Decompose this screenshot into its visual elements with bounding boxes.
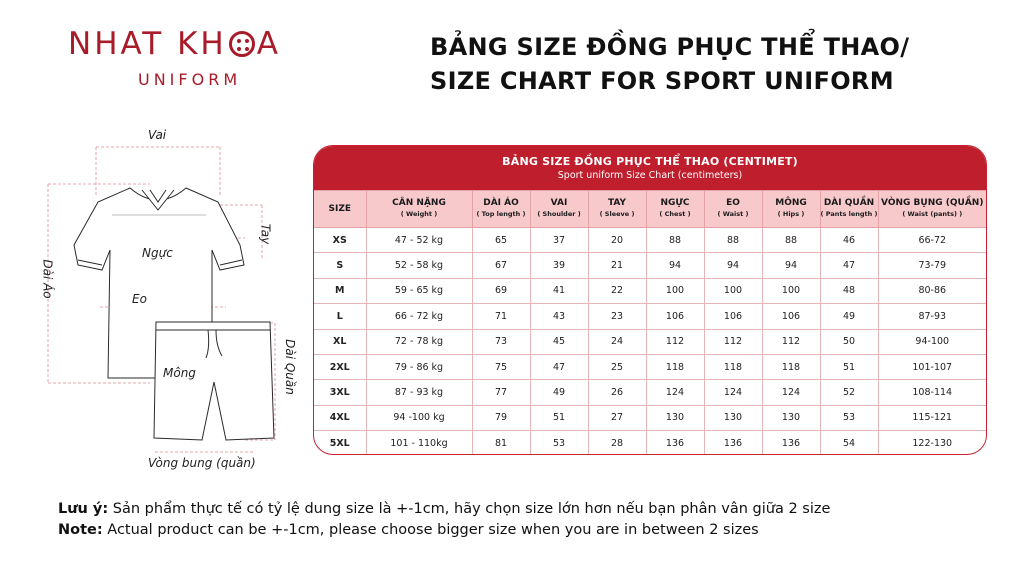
table-cell: 118 <box>704 354 762 379</box>
column-header-vi: TAY <box>607 198 627 208</box>
note-vi-label: Lưu ý: <box>58 501 109 517</box>
table-row <box>314 253 986 278</box>
table-cell: 24 <box>588 329 646 354</box>
table-cell: 66-72 <box>878 228 986 253</box>
label-sleeve: Tay <box>258 223 273 245</box>
table-row <box>314 354 986 379</box>
table-cell: 28 <box>588 431 646 455</box>
column-header-vi: DÀI ÁO <box>483 198 519 208</box>
table-cell: 122-130 <box>878 431 986 455</box>
column-header <box>314 191 366 228</box>
table-cell: 69 <box>472 278 530 303</box>
table-cell: 136 <box>704 431 762 455</box>
table-cell: 48 <box>820 278 878 303</box>
table-cell: 71 <box>472 304 530 329</box>
table-cell: 49 <box>820 304 878 329</box>
table-cell: 39 <box>530 253 588 278</box>
column-header-en: ( Chest ) <box>659 210 691 218</box>
table-cell: 87 - 93 kg <box>366 380 472 405</box>
table-cell: 88 <box>646 228 704 253</box>
table-cell: 112 <box>762 329 820 354</box>
table-row <box>314 380 986 405</box>
table-cell: 124 <box>762 380 820 405</box>
table-cell: 100 <box>762 278 820 303</box>
table-cell: 59 - 65 kg <box>366 278 472 303</box>
table-cell: 130 <box>762 405 820 430</box>
table-cell: 26 <box>588 380 646 405</box>
brand-name-part1: NHAT KH <box>68 26 227 62</box>
size-chart-title: BẢNG SIZE ĐỒNG PHỤC THỂ THAO (CENTIMET) <box>502 155 798 168</box>
column-header-en: ( Waist ) <box>717 210 749 218</box>
table-cell: 20 <box>588 228 646 253</box>
page-heading <box>430 30 909 98</box>
table-cell: 94-100 <box>878 329 986 354</box>
table-row <box>314 431 986 455</box>
table-row <box>314 278 986 303</box>
uniform-drawing <box>30 120 320 480</box>
table-cell: 87-93 <box>878 304 986 329</box>
table-cell: 101-107 <box>878 354 986 379</box>
table-cell: 77 <box>472 380 530 405</box>
note-vi-text: Sản phẩm thực tế có tỷ lệ dung size là +-1cm, hãy chọn size lớn hơn nếu bạn phân vân giữa 2 size <box>108 501 831 517</box>
table-cell: 49 <box>530 380 588 405</box>
table-cell: 72 - 78 kg <box>366 329 472 354</box>
column-header-en: ( Pants length ) <box>820 210 878 218</box>
column-header-en: ( Sleeve ) <box>599 210 635 218</box>
table-cell: 115-121 <box>878 405 986 430</box>
table-cell: 80-86 <box>878 278 986 303</box>
table-row <box>314 304 986 329</box>
column-header-en: ( Top length ) <box>476 210 526 218</box>
table-cell: 106 <box>646 304 704 329</box>
table-cell: 47 <box>530 354 588 379</box>
table-cell: 100 <box>646 278 704 303</box>
size-cell: L <box>314 304 366 329</box>
table-cell: 130 <box>646 405 704 430</box>
table-row <box>314 405 986 430</box>
note-en <box>58 520 830 541</box>
table-cell: 88 <box>704 228 762 253</box>
table-cell: 81 <box>472 431 530 455</box>
label-shoulder: Vai <box>148 128 167 142</box>
table-cell: 67 <box>472 253 530 278</box>
size-cell: M <box>314 278 366 303</box>
column-header-en: ( Shoulder ) <box>537 210 581 218</box>
label-top-length: Dài Áo <box>40 259 55 299</box>
column-header-vi: NGỰC <box>660 198 690 208</box>
column-header-en: ( Hips ) <box>777 210 805 218</box>
table-cell: 101 - 110kg <box>366 431 472 455</box>
label-pants-length: Dài Quần <box>282 339 297 395</box>
table-cell: 22 <box>588 278 646 303</box>
table-cell: 112 <box>646 329 704 354</box>
heading-line-2: SIZE CHART FOR SPORT UNIFORM <box>430 67 894 95</box>
table-cell: 23 <box>588 304 646 329</box>
table-cell: 53 <box>820 405 878 430</box>
column-header-vi: SIZE <box>328 203 351 214</box>
table-cell: 50 <box>820 329 878 354</box>
table-cell: 124 <box>704 380 762 405</box>
brand-name <box>68 26 313 62</box>
column-header <box>530 191 588 228</box>
label-chest: Ngực <box>142 246 173 260</box>
table-cell: 52 - 58 kg <box>366 253 472 278</box>
table-cell: 94 -100 kg <box>366 405 472 430</box>
table-cell: 53 <box>530 431 588 455</box>
note-vi <box>58 499 830 520</box>
table-cell: 94 <box>646 253 704 278</box>
table-cell: 51 <box>530 405 588 430</box>
uniform-illustration <box>30 120 320 480</box>
column-header-en: ( Waist (pants) ) <box>902 210 963 218</box>
column-header <box>646 191 704 228</box>
table-cell: 37 <box>530 228 588 253</box>
column-header <box>472 191 530 228</box>
label-waist: Eo <box>132 292 147 306</box>
table-cell: 94 <box>762 253 820 278</box>
table-cell: 27 <box>588 405 646 430</box>
table-cell: 88 <box>762 228 820 253</box>
size-cell: 5XL <box>314 431 366 455</box>
table-cell: 136 <box>646 431 704 455</box>
size-chart-subtitle: Sport uniform Size Chart (centimeters) <box>557 170 743 181</box>
note-en-label: Note: <box>58 522 103 538</box>
table-cell: 21 <box>588 253 646 278</box>
label-waistband: Vòng bung (quần) <box>148 456 256 470</box>
size-cell: 2XL <box>314 354 366 379</box>
table-cell: 51 <box>820 354 878 379</box>
table-row <box>314 329 986 354</box>
size-cell: 3XL <box>314 380 366 405</box>
heading-line-1: BẢNG SIZE ĐỒNG PHỤC THỂ THAO/ <box>430 33 910 61</box>
column-header-vi: CÂN NẶNG <box>392 198 446 208</box>
label-hips: Mông <box>163 366 196 380</box>
table-cell: 45 <box>530 329 588 354</box>
table-cell: 136 <box>762 431 820 455</box>
table-cell: 94 <box>704 253 762 278</box>
table-cell: 43 <box>530 304 588 329</box>
column-header-vi: VÒNG BỤNG (QUẦN) <box>881 198 984 208</box>
size-cell: 4XL <box>314 405 366 430</box>
table-body <box>314 228 986 456</box>
table-cell: 106 <box>762 304 820 329</box>
size-table <box>314 190 986 455</box>
column-header-vi: DÀI QUẦN <box>823 198 875 208</box>
table-cell: 46 <box>820 228 878 253</box>
column-header-en: ( Weight ) <box>400 210 438 218</box>
brand-logo <box>68 26 313 89</box>
column-header-vi: MÔNG <box>775 198 807 208</box>
brand-name-part2: A <box>256 26 281 62</box>
table-cell: 118 <box>646 354 704 379</box>
table-cell: 79 - 86 kg <box>366 354 472 379</box>
table-cell: 54 <box>820 431 878 455</box>
table-cell: 124 <box>646 380 704 405</box>
table-cell: 47 - 52 kg <box>366 228 472 253</box>
table-cell: 106 <box>704 304 762 329</box>
size-cell: S <box>314 253 366 278</box>
column-header <box>762 191 820 228</box>
table-cell: 25 <box>588 354 646 379</box>
table-header-row <box>314 191 986 228</box>
notes <box>58 499 830 541</box>
table-cell: 66 - 72 kg <box>366 304 472 329</box>
table-cell: 100 <box>704 278 762 303</box>
size-chart-header <box>314 146 986 190</box>
table-cell: 118 <box>762 354 820 379</box>
column-header <box>704 191 762 228</box>
table-cell: 41 <box>530 278 588 303</box>
table-cell: 73-79 <box>878 253 986 278</box>
column-header <box>820 191 878 228</box>
table-cell: 130 <box>704 405 762 430</box>
table-cell: 65 <box>472 228 530 253</box>
table-cell: 108-114 <box>878 380 986 405</box>
table-cell: 52 <box>820 380 878 405</box>
table-cell: 79 <box>472 405 530 430</box>
column-header <box>878 191 986 228</box>
size-chart-card <box>313 145 987 455</box>
size-cell: XL <box>314 329 366 354</box>
brand-sub: UNIFORM <box>138 70 242 89</box>
column-header <box>366 191 472 228</box>
column-header <box>588 191 646 228</box>
table-row <box>314 228 986 253</box>
size-cell: XS <box>314 228 366 253</box>
table-cell: 47 <box>820 253 878 278</box>
table-cell: 112 <box>704 329 762 354</box>
note-en-text: Actual product can be +-1cm, please choose bigger size when you are in between 2 sizes <box>102 522 759 538</box>
table-cell: 75 <box>472 354 530 379</box>
table-cell: 73 <box>472 329 530 354</box>
button-icon <box>229 31 255 57</box>
column-header-vi: EO <box>726 198 740 208</box>
column-header-vi: VAI <box>550 198 568 208</box>
